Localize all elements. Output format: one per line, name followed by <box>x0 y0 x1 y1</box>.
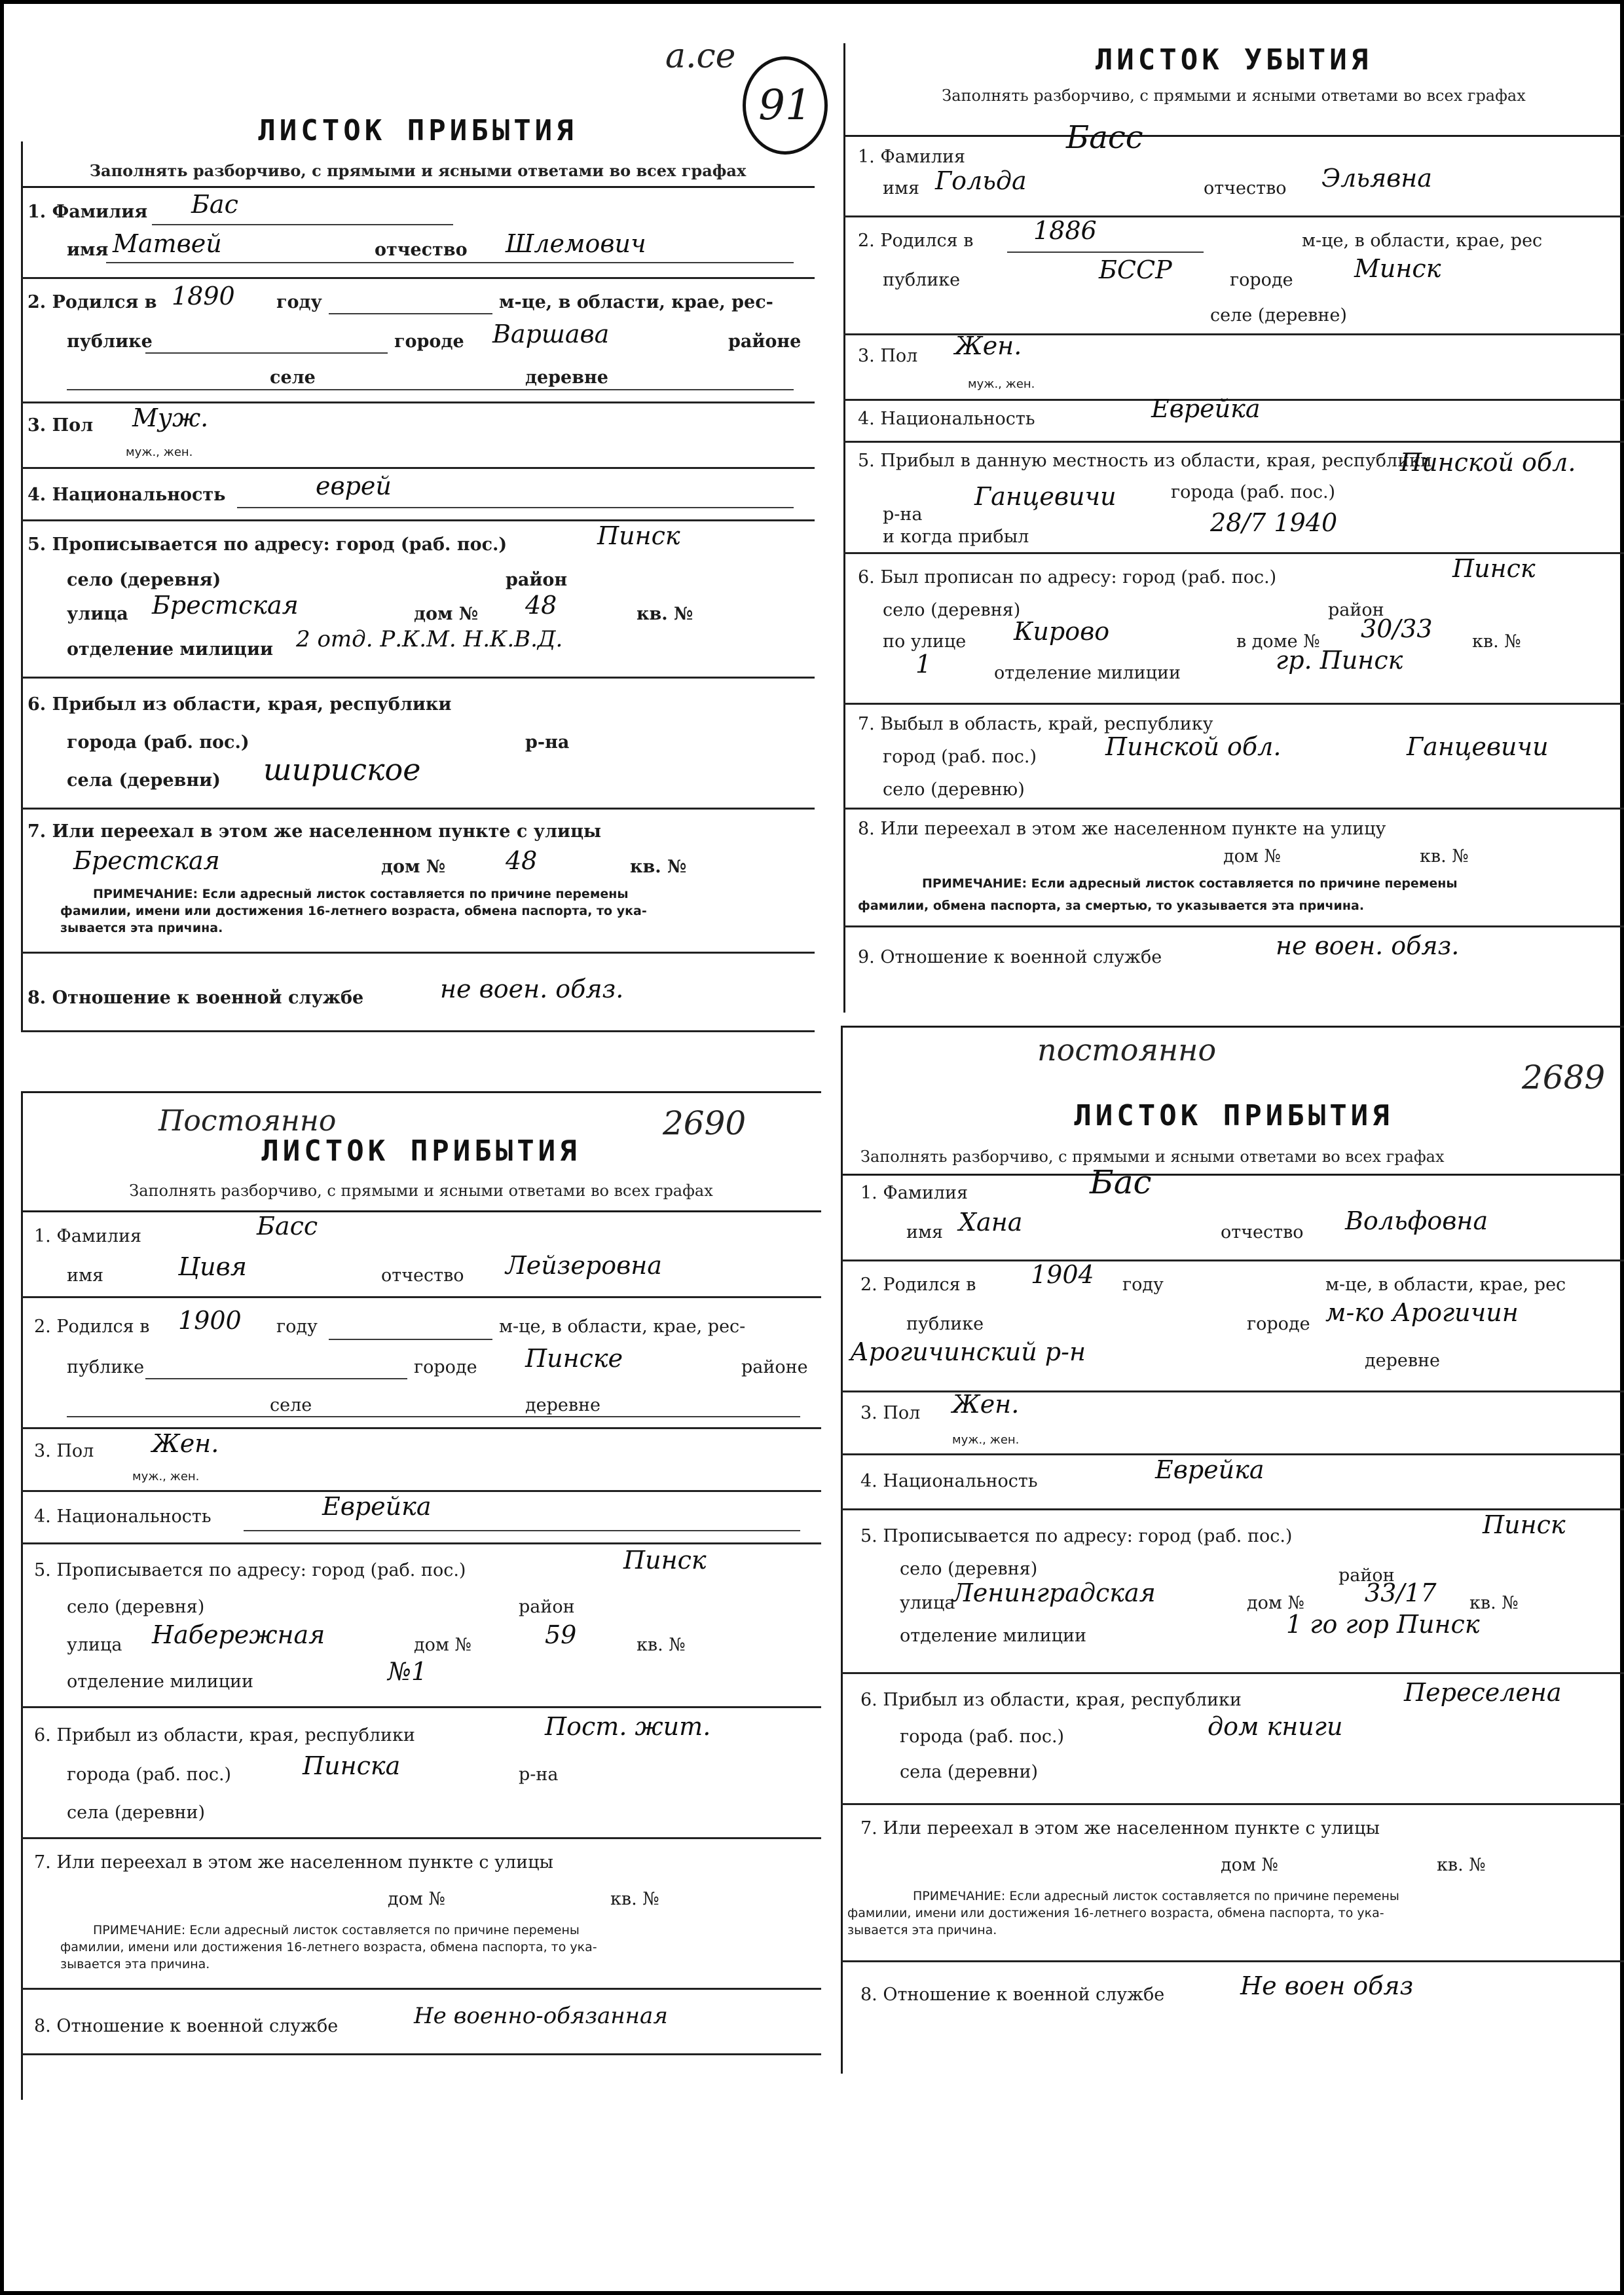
name-value: Цивя <box>178 1252 247 1281</box>
born-label: 2. Родился в <box>858 231 974 251</box>
district-short-label: район <box>1328 600 1384 620</box>
arrived-region-value: Переселена <box>1404 1678 1562 1707</box>
town-region-label: м-це, в области, крае, рес <box>1325 1275 1566 1295</box>
nationality-label: 4. Национальность <box>860 1471 1038 1491</box>
moved-street-value: Брестская <box>73 846 220 875</box>
born-label: 2. Родился в <box>28 292 157 312</box>
military-label: 8. Отношение к военной службе <box>28 988 364 1008</box>
surname-label: 1. Фамилия <box>860 1183 969 1203</box>
card-title: ЛИСТОК ПРИБЫТИЯ <box>1074 1099 1393 1132</box>
arrived-date-value: 28/7 1940 <box>1210 508 1338 537</box>
year-label: году <box>276 292 322 312</box>
birth-city-value: Варшава <box>492 320 610 348</box>
village-label: селе <box>270 1395 312 1415</box>
military-value: не воен. обяз. <box>1276 931 1460 960</box>
note-line-2: фамилии, имени или достижения 16-летнего возраста, обмена паспорта, то ука- <box>847 1906 1384 1920</box>
hamlet-label: деревне <box>525 367 608 388</box>
field-sex-row <box>21 1429 821 1492</box>
arrived-town-value: Пинска <box>303 1751 401 1780</box>
patronymic-label: отчество <box>375 240 468 260</box>
moved-house-label: дом № <box>381 857 446 877</box>
field-birth-row <box>843 217 1624 335</box>
born-label: 2. Родился в <box>860 1275 976 1295</box>
field-address-row <box>21 1544 821 1708</box>
arrived-region-value: Пинской обл. <box>1400 448 1576 477</box>
dep-left-town-label: город (раб. пос.) <box>883 747 1037 767</box>
village-label: селе (деревне) <box>1210 305 1347 326</box>
field-military-row <box>21 973 815 1032</box>
village-label: селе <box>270 367 316 388</box>
left-town-value: Ганцевичи <box>1407 732 1549 761</box>
moved-house-label: дом № <box>388 1889 446 1909</box>
field-name-row <box>21 1213 821 1298</box>
police-value: 1 го гор Пинск <box>1286 1610 1480 1639</box>
registered-label: 5. Прописывается по адресу: город (раб. пос.) <box>28 534 507 555</box>
moved-flat-label: кв. № <box>1437 1855 1486 1875</box>
city-label: городе <box>394 331 464 352</box>
note-line-2: фамилии, имени или достижения 16-летнего возраста, обмена паспорта, то ука- <box>60 1940 597 1954</box>
birth-year-value: 1904 <box>1031 1260 1094 1289</box>
nationality-label: 4. Национальность <box>34 1506 212 1527</box>
moved-label: 7. Или переехал в этом же населенном пункте с улицы <box>28 821 602 842</box>
field-address-row <box>21 521 815 679</box>
villages-label: села (деревни) <box>67 1802 206 1823</box>
dep-registered-label: 6. Был прописан по адресу: город (раб. пос.) <box>858 567 1277 588</box>
card-instruction: Заполнять разборчиво, с прямыми и ясными ответами во всех графах <box>942 86 1526 105</box>
field-nationality-row <box>841 1455 1624 1510</box>
sex-hint: муж., жен. <box>968 377 1035 391</box>
field-birth-row <box>21 1298 821 1429</box>
card-instruction: Заполнять разборчиво, с прямыми и ясными ответами во всех графах <box>860 1148 1445 1166</box>
surname-value: Бас <box>191 190 238 219</box>
reg-city-value: Пинск <box>1452 554 1536 583</box>
military-value: не воен. обяз. <box>440 975 624 1003</box>
arrival-card-bass-tsivya <box>21 1091 821 2100</box>
birth-city-value: Минск <box>1354 254 1441 283</box>
city-value: Пинск <box>623 1546 707 1575</box>
dep-left-label: 7. Выбыл в область, край, республику <box>858 714 1213 734</box>
street-value: Набережная <box>152 1620 325 1649</box>
patronymic-value: Шлемович <box>506 229 646 258</box>
moved-house-value: 48 <box>506 846 538 875</box>
dep-rn-label: р-на <box>883 504 923 525</box>
military-value: Не военно-обязанная <box>414 2003 668 2029</box>
village-paren-label: село (деревня) <box>67 570 221 590</box>
birth-year-value: 1900 <box>178 1306 242 1335</box>
moved-label: 7. Или переехал в этом же населенном пункте с улицы <box>34 1852 553 1873</box>
note-line-2: фамилии, имени или достижения 16-летнего возраста, обмена паспорта, то ука- <box>60 904 647 918</box>
republic-label: публике <box>67 331 153 352</box>
field-dep-arrived-row <box>843 443 1624 554</box>
police-number-value: 1 <box>915 650 932 679</box>
field-dep-moved-row <box>843 810 1624 927</box>
field-arrived-row <box>21 679 815 810</box>
republic-label: публике <box>906 1314 984 1334</box>
sex-label: 3. Пол <box>858 346 918 366</box>
street-value: Брестская <box>152 591 299 620</box>
field-moved-row <box>21 810 815 954</box>
sex-label: 3. Пол <box>34 1441 94 1461</box>
street-value: Ленинградская <box>952 1578 1156 1607</box>
police-label: отделение милиции <box>67 1671 253 1692</box>
village-from-value: шириское <box>263 752 421 787</box>
birth-republic-value: БССР <box>1099 255 1172 284</box>
sex-hint: муж., жен. <box>132 1470 200 1483</box>
field-moved-row <box>21 1839 821 1990</box>
departure-card-bass-golda <box>843 43 1624 1013</box>
dep-arrived-label: 5. Прибыл в данную местность из области, края, республики <box>858 451 1433 471</box>
police-label: отделение милиции <box>67 639 274 660</box>
note-line-1: ПРИМЕЧАНИЕ: Если адресный листок составляется по причине перемены <box>93 1923 580 1937</box>
surname-value: Басс <box>257 1212 318 1241</box>
flat-label: кв. № <box>1472 631 1521 652</box>
field-dep-left-row <box>843 705 1624 810</box>
town-settlement-label: города (раб. пос.) <box>900 1726 1065 1747</box>
stamp-permanent: постоянно <box>1037 1032 1217 1068</box>
card-instruction: Заполнять разборчиво, с прямыми и ясными ответами во всех графах <box>89 161 747 180</box>
republic-label: публике <box>883 270 961 290</box>
patronymic-value: Лейзеровна <box>506 1251 662 1280</box>
sex-value: Жен. <box>955 331 1022 360</box>
rn-label: р-на <box>519 1764 559 1785</box>
police-note-value: гр. Пинск <box>1276 646 1403 675</box>
born-label: 2. Родился в <box>34 1316 150 1337</box>
city-value: Пинск <box>1483 1510 1566 1539</box>
patronymic-label: отчество <box>381 1265 464 1286</box>
field-nationality-row <box>21 469 815 521</box>
name-value: Гольда <box>935 166 1027 195</box>
card-instruction: Заполнять разборчиво, с прямыми и ясными ответами во всех графах <box>129 1182 713 1200</box>
district-label: районе <box>741 1357 808 1377</box>
year-label: году <box>276 1316 318 1337</box>
note-line-1: ПРИМЕЧАНИЕ: Если адресный листок составляется по причине перемены <box>93 887 629 901</box>
field-name-row <box>21 190 815 279</box>
field-birth-row <box>841 1261 1624 1392</box>
registered-label: 5. Прописывается по адресу: город (раб. пос.) <box>34 1560 466 1580</box>
military-label: 9. Отношение к военной службе <box>858 947 1162 967</box>
name-value: Хана <box>959 1208 1023 1237</box>
city-label: городе <box>414 1357 477 1377</box>
arrival-card-bas-matvei <box>21 102 815 1039</box>
name-value: Матвей <box>113 229 222 258</box>
military-label: 8. Отношение к военной службе <box>34 2016 339 2036</box>
villages-label: села (деревни) <box>900 1762 1039 1782</box>
left-region-value: Пинской обл. <box>1105 732 1282 761</box>
villages-label: села (деревни) <box>67 770 221 791</box>
registration-number: 2689 <box>1522 1058 1606 1096</box>
city-value: Пинск <box>597 521 680 550</box>
district-short-label: район <box>506 570 568 590</box>
patronymic-label: отчество <box>1204 178 1287 198</box>
field-military-row <box>21 1990 821 2055</box>
field-name-row <box>843 119 1624 217</box>
street-label: улица <box>67 1635 122 1655</box>
town-settlement-label: города (раб. пос.) <box>67 1764 232 1785</box>
note-line-3: зывается эта причина. <box>60 921 223 935</box>
police-value: 2 отд. Р.К.М. Н.К.В.Д. <box>296 626 563 652</box>
dep-when-label: и когда прибыл <box>883 527 1029 547</box>
flat-label: кв. № <box>1469 1593 1519 1613</box>
house-value: 48 <box>525 591 557 620</box>
card-title: ЛИСТОК ПРИБЫТИЯ <box>258 114 578 147</box>
moved-label: 7. Или переехал в этом же населенном пункте с улицы <box>860 1818 1380 1838</box>
house-label: дом № <box>414 1635 472 1655</box>
rn-label: р-на <box>525 732 570 753</box>
field-sex-row <box>843 331 1624 401</box>
house-value: 30/33 <box>1361 614 1433 643</box>
nationality-value: Еврейка <box>322 1492 432 1521</box>
name-label: имя <box>67 1265 104 1286</box>
moved-flat-label: кв. № <box>610 1889 659 1909</box>
field-arrived-row <box>21 1708 821 1839</box>
birth-year-value: 1890 <box>172 282 235 310</box>
corner-mark: а.се <box>665 37 736 76</box>
moved-house-label: дом № <box>1221 1855 1279 1875</box>
year-label: году <box>1122 1275 1164 1295</box>
page-number-circle: 91 <box>743 56 828 155</box>
note-line-3: зывается эта причина. <box>847 1923 997 1937</box>
nationality-value: еврей <box>316 472 392 500</box>
nationality-label: 4. Национальность <box>28 485 226 505</box>
nationality-value: Еврейка <box>1151 394 1261 423</box>
field-name-row <box>841 1163 1624 1261</box>
patronymic-label: отчество <box>1221 1222 1304 1242</box>
registration-number: 2690 <box>663 1104 747 1142</box>
patronymic-value: Эльявна <box>1321 164 1432 193</box>
field-sex-row <box>841 1392 1624 1455</box>
name-label: имя <box>883 178 920 198</box>
flat-label: кв. № <box>637 1635 686 1655</box>
patronymic-value: Вольфовна <box>1345 1206 1488 1235</box>
town-region-label: м-це, в области, крае, рес- <box>499 1316 746 1337</box>
birth-region-value: Арогичинский р-н <box>850 1337 1086 1366</box>
arrival-card-bas-khana <box>841 1026 1624 2074</box>
sex-value: Муж. <box>132 403 209 432</box>
arrived-rn-value: Ганцевичи <box>974 482 1116 511</box>
field-military-row <box>843 927 1624 993</box>
sex-value: Жен. <box>152 1429 219 1458</box>
street-value: Кирово <box>1014 617 1110 646</box>
field-dep-registered-row <box>843 554 1624 705</box>
town-region-label: м-це, в области, крае, рес- <box>499 292 773 312</box>
sex-label: 3. Пол <box>860 1403 921 1423</box>
nationality-value: Еврейка <box>1155 1455 1264 1484</box>
flat-label: кв. № <box>637 604 693 624</box>
house-label: дом № <box>1247 1593 1305 1613</box>
surname-label: 1. Фамилия <box>34 1226 142 1246</box>
city-label: городе <box>1230 270 1293 290</box>
village-paren-label: село (деревня) <box>67 1597 205 1617</box>
name-label: имя <box>67 240 109 260</box>
street-label: улица <box>67 604 128 624</box>
nationality-label: 4. Национальность <box>858 409 1035 429</box>
town-settlement-label: города (раб. пос.) <box>67 732 249 753</box>
police-value: №1 <box>388 1657 428 1686</box>
moved-house-label: дом № <box>1223 846 1282 867</box>
arrived-label: 6. Прибыл из области, края, республики <box>34 1725 415 1745</box>
arrived-label: 6. Прибыл из области, края, республики <box>28 694 452 715</box>
house-value: 59 <box>545 1620 577 1649</box>
birth-city-value: м-ко Арогичин <box>1325 1298 1519 1327</box>
city-label: городе <box>1247 1314 1310 1334</box>
surname-value: Бас <box>1090 1163 1152 1201</box>
village-paren-label: село (деревня) <box>900 1559 1038 1579</box>
dep-note-line-1: ПРИМЕЧАНИЕ: Если адресный листок составляется по причине перемены <box>922 876 1458 891</box>
house-value: 33/17 <box>1365 1578 1437 1607</box>
moved-flat-label: кв. № <box>1420 846 1469 867</box>
surname-value: Басс <box>1066 119 1143 156</box>
sex-hint: муж., жен. <box>952 1433 1020 1447</box>
street-label: улица <box>900 1593 955 1613</box>
field-arrived-row <box>841 1674 1624 1805</box>
hamlet-label: деревне <box>525 1395 601 1415</box>
registered-label: 5. Прописывается по адресу: город (раб. пос.) <box>860 1526 1293 1546</box>
house-label: дом № <box>414 604 479 624</box>
district-short-label: район <box>519 1597 575 1617</box>
dep-house-label: в доме № <box>1236 631 1320 652</box>
card-title: ЛИСТОК УБЫТИЯ <box>1095 43 1373 77</box>
dep-left-village-label: село (деревню) <box>883 779 1025 800</box>
arrived-town-value: дом книги <box>1208 1712 1343 1741</box>
arrived-label: 6. Прибыл из области, края, республики <box>860 1690 1242 1710</box>
surname-label: 1. Фамилия <box>28 202 148 222</box>
stamp-permanent: Постоянно <box>158 1104 337 1138</box>
district-short-label: район <box>1338 1565 1395 1586</box>
arrived-region-value: Пост. жит. <box>545 1712 711 1741</box>
name-label: имя <box>906 1222 944 1242</box>
note-line-3: зывается эта причина. <box>60 1957 210 1971</box>
field-nationality-row <box>21 1492 821 1544</box>
dep-police-label: отделение милиции <box>994 663 1181 683</box>
field-military-row <box>841 1962 1624 2028</box>
district-label: районе <box>728 331 802 352</box>
sex-value: Жен. <box>952 1390 1020 1419</box>
town-region-label: м-це, в области, крае, рес <box>1302 231 1543 251</box>
moved-flat-label: кв. № <box>630 857 687 877</box>
police-label: отделение милиции <box>900 1626 1086 1646</box>
field-sex-row <box>21 403 815 469</box>
dep-village-label: село (деревня) <box>883 600 1021 620</box>
field-birth-row <box>21 279 815 403</box>
birth-year-value: 1886 <box>1033 216 1097 245</box>
military-label: 8. Отношение к военной службе <box>860 1985 1165 2005</box>
sex-label: 3. Пол <box>28 415 94 436</box>
republic-label: публике <box>67 1357 145 1377</box>
hamlet-label: деревне <box>1365 1351 1441 1371</box>
field-address-row <box>841 1510 1624 1674</box>
note-line-1: ПРИМЕЧАНИЕ: Если адресный листок составляется по причине перемены <box>913 1889 1399 1903</box>
dep-street-label: по улице <box>883 631 967 652</box>
card-title: ЛИСТОК ПРИБЫТИЯ <box>261 1134 581 1168</box>
surname-label: 1. Фамилия <box>858 147 966 167</box>
birth-city-value: Пинске <box>525 1344 623 1373</box>
sex-hint: муж., жен. <box>126 445 193 459</box>
dep-moved-label: 8. Или переехал в этом же населенном пункте на улицу <box>858 819 1386 839</box>
field-moved-row <box>841 1805 1624 1962</box>
dep-note-line-2: фамилии, обмена паспорта, за смертью, то указывается эта причина. <box>858 899 1365 913</box>
field-nationality-row <box>843 394 1624 443</box>
military-value: Не воен обяз <box>1240 1971 1414 2000</box>
dep-town-label: города (раб. пос.) <box>1171 482 1336 502</box>
